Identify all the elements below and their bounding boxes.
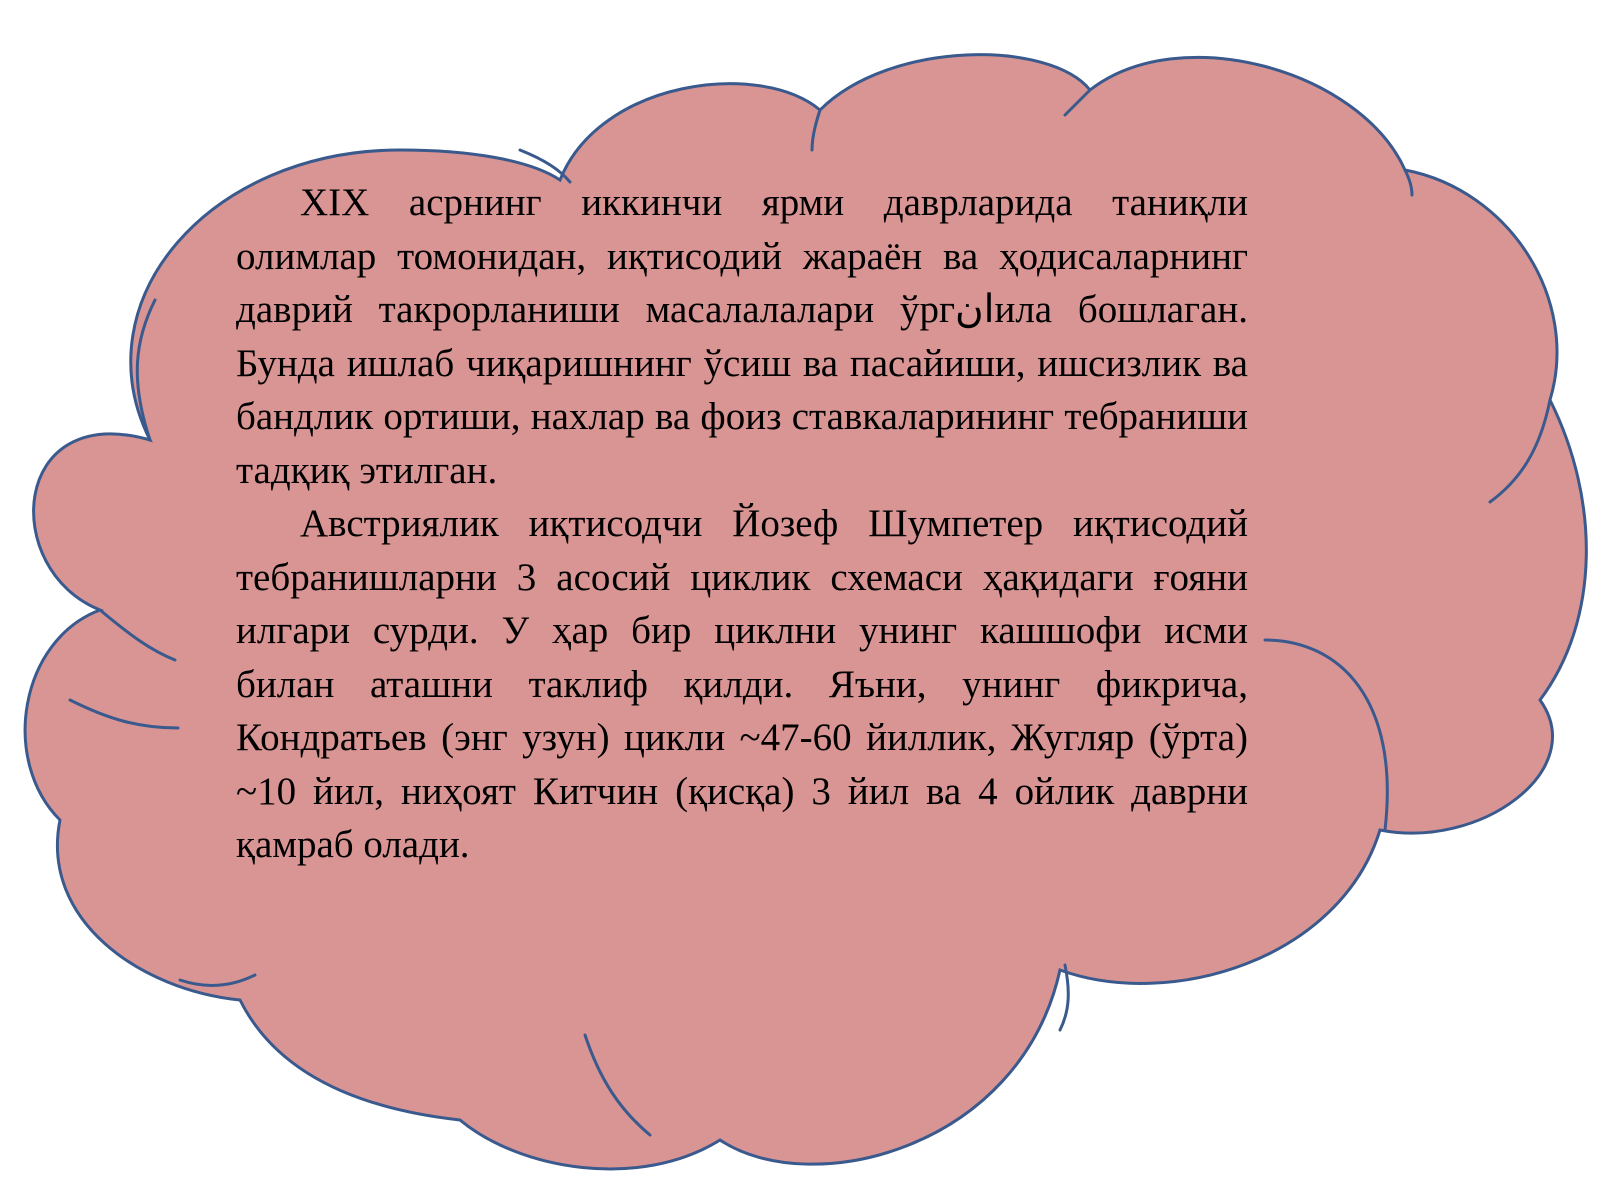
body-text	[236, 176, 1248, 872]
paragraph-2: Австриялик иқтисодчи Йозеф Шумпетер иқтисодий тебранишларни 3 асосий циклик схемаси ҳақидаги ғояни илгари сурди. У ҳар бир циклни унинг кашшофи исми билан аташни таклиф қилди. Яъни, унинг фикрича, Кондратьев (энг узун) цикли ~47-60 йиллик, Жугляр (ўрта) ~10 йил, ниҳоят Китчин (қисқа) 3 йил ва 4 ойлик даврни қамраб олади.	[236, 502, 1248, 866]
paragraph-1: XIX асрнинг иккинчи ярми даврларида таниқли олимлар томонидан, иқтисодий жараён ва ҳодисаларнинг даврий такрорланиши масалалалари ўргانила бошлаган. Бунда ишлаб чиқаришнинг ўсиш ва пасайиши, ишсизлик ва бандлик ортиши, нахлар ва фоиз ставкаларининг тебраниши тадқиқ этилган.	[236, 181, 1248, 492]
cloud-arc	[1060, 965, 1068, 1030]
